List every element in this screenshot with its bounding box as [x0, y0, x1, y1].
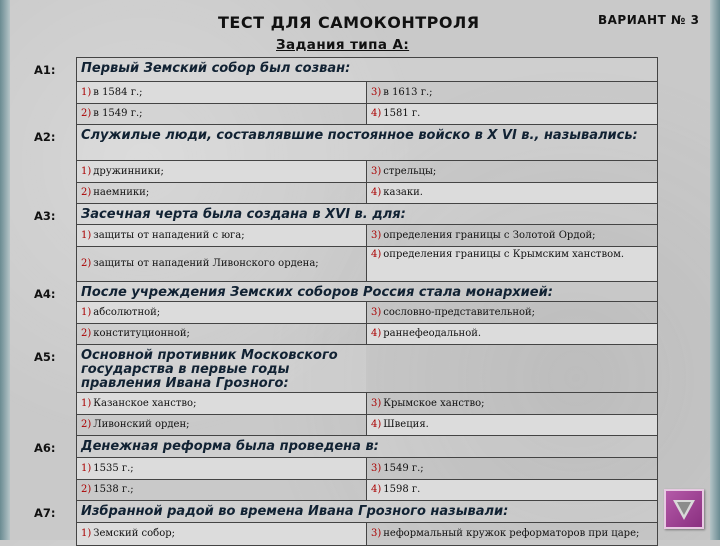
- answer-option[interactable]: 1) 1535 г.;: [77, 458, 367, 479]
- answer-row: [76, 160, 658, 182]
- question-text: После учреждения Земских соборов Россия стала монархией:: [76, 281, 658, 301]
- answer-option[interactable]: 2) наемники;: [77, 183, 367, 203]
- answer-option[interactable]: 2) 1538 г.;: [77, 480, 367, 500]
- answer-option[interactable]: 4) 1581 г.: [367, 104, 657, 124]
- question-row: [22, 344, 658, 392]
- answer-row: [76, 457, 658, 479]
- answer-option[interactable]: 1) дружинники;: [77, 161, 367, 182]
- answer-row: [76, 103, 658, 124]
- test-grid: [22, 57, 658, 546]
- triangle-down-inner: [677, 502, 691, 515]
- left-edge-decoration: [0, 0, 10, 540]
- answer-option[interactable]: 2) Ливонский орден;: [77, 415, 367, 435]
- answer-row: [76, 392, 658, 414]
- answer-row: [76, 182, 658, 203]
- question-row: [22, 435, 658, 457]
- page-title: ТЕСТ ДЛЯ САМОКОНТРОЛЯ: [218, 13, 480, 32]
- answer-option[interactable]: 4) казаки.: [367, 183, 657, 203]
- answer-option[interactable]: 3) стрельцы;: [371, 165, 437, 177]
- answer-option[interactable]: 3) в 1613 г.;: [371, 86, 433, 98]
- question-text: Основной противник Московского государства в первые годы правления Ивана Грозного:: [76, 344, 366, 392]
- question-row: [22, 281, 658, 301]
- answer-option[interactable]: 3) сословно-представительной;: [371, 306, 536, 318]
- answer-row: [76, 414, 658, 435]
- answer-option[interactable]: 3) неформальный кружок реформаторов при царе;: [371, 528, 640, 539]
- answer-option[interactable]: 2) защиты от нападений Ливонского ордена;: [77, 247, 367, 281]
- answer-option[interactable]: 1) абсолютной;: [77, 302, 367, 323]
- answer-option[interactable]: 2) конституционной;: [77, 324, 367, 344]
- question-text: Засечная черта была создана в XVI в. для:: [76, 203, 658, 224]
- answer-option[interactable]: 2) в 1549 г.;: [77, 104, 367, 124]
- question-number: А6:: [34, 441, 56, 455]
- answer-option[interactable]: 4) раннефеодальной.: [367, 324, 657, 344]
- question-text: Денежная реформа была проведена в:: [76, 435, 658, 457]
- answer-row: [76, 224, 658, 246]
- answer-option[interactable]: 3) определения границы с Золотой Ордой;: [371, 229, 596, 241]
- question-number: А4:: [34, 287, 56, 301]
- question-text: Избранной радой во времена Ивана Грозного называли:: [76, 500, 658, 522]
- question-number: А3:: [34, 209, 56, 223]
- answer-row: [76, 81, 658, 103]
- section-subtitle: Задания типа А:: [276, 37, 410, 53]
- question-text: Служилые люди, составлявшие постоянное войско в Х VI в., назывались:: [76, 124, 658, 160]
- answer-option[interactable]: 3) Крымское ханство;: [371, 397, 485, 409]
- answer-option[interactable]: 1) защиты от нападений с юга;: [77, 225, 367, 246]
- answer-row: [76, 323, 658, 344]
- answer-option[interactable]: 4) 1598 г.: [367, 480, 657, 500]
- question-number: А7:: [34, 506, 56, 520]
- answer-row: [76, 522, 658, 545]
- question-spacer: [366, 344, 658, 392]
- question-text: Первый Земский собор был созван:: [76, 57, 658, 81]
- question-row: [22, 500, 658, 522]
- answer-option[interactable]: 4) Швеция.: [367, 415, 657, 435]
- answer-row: [76, 246, 658, 281]
- answer-row: [76, 301, 658, 323]
- question-number: А2:: [34, 130, 56, 144]
- answer-option[interactable]: 4) определения границы с Крымским ханством.: [367, 247, 657, 281]
- right-edge-decoration: [710, 0, 720, 540]
- answer-option[interactable]: 1) Казанское ханство;: [77, 393, 367, 414]
- answer-option[interactable]: 1) в 1584 г.;: [77, 82, 367, 103]
- answer-option[interactable]: 3) 1549 г.;: [371, 462, 424, 474]
- question-number: А5:: [34, 350, 56, 364]
- question-row: [22, 124, 658, 160]
- question-number: А1:: [34, 63, 56, 77]
- question-row: [22, 203, 658, 224]
- answer-row: [76, 479, 658, 500]
- question-row: [22, 57, 658, 81]
- answer-option[interactable]: 1) Земский собор;: [77, 523, 367, 545]
- next-slide-button[interactable]: [664, 489, 704, 529]
- variant-label: ВАРИАНТ № 3: [598, 13, 700, 27]
